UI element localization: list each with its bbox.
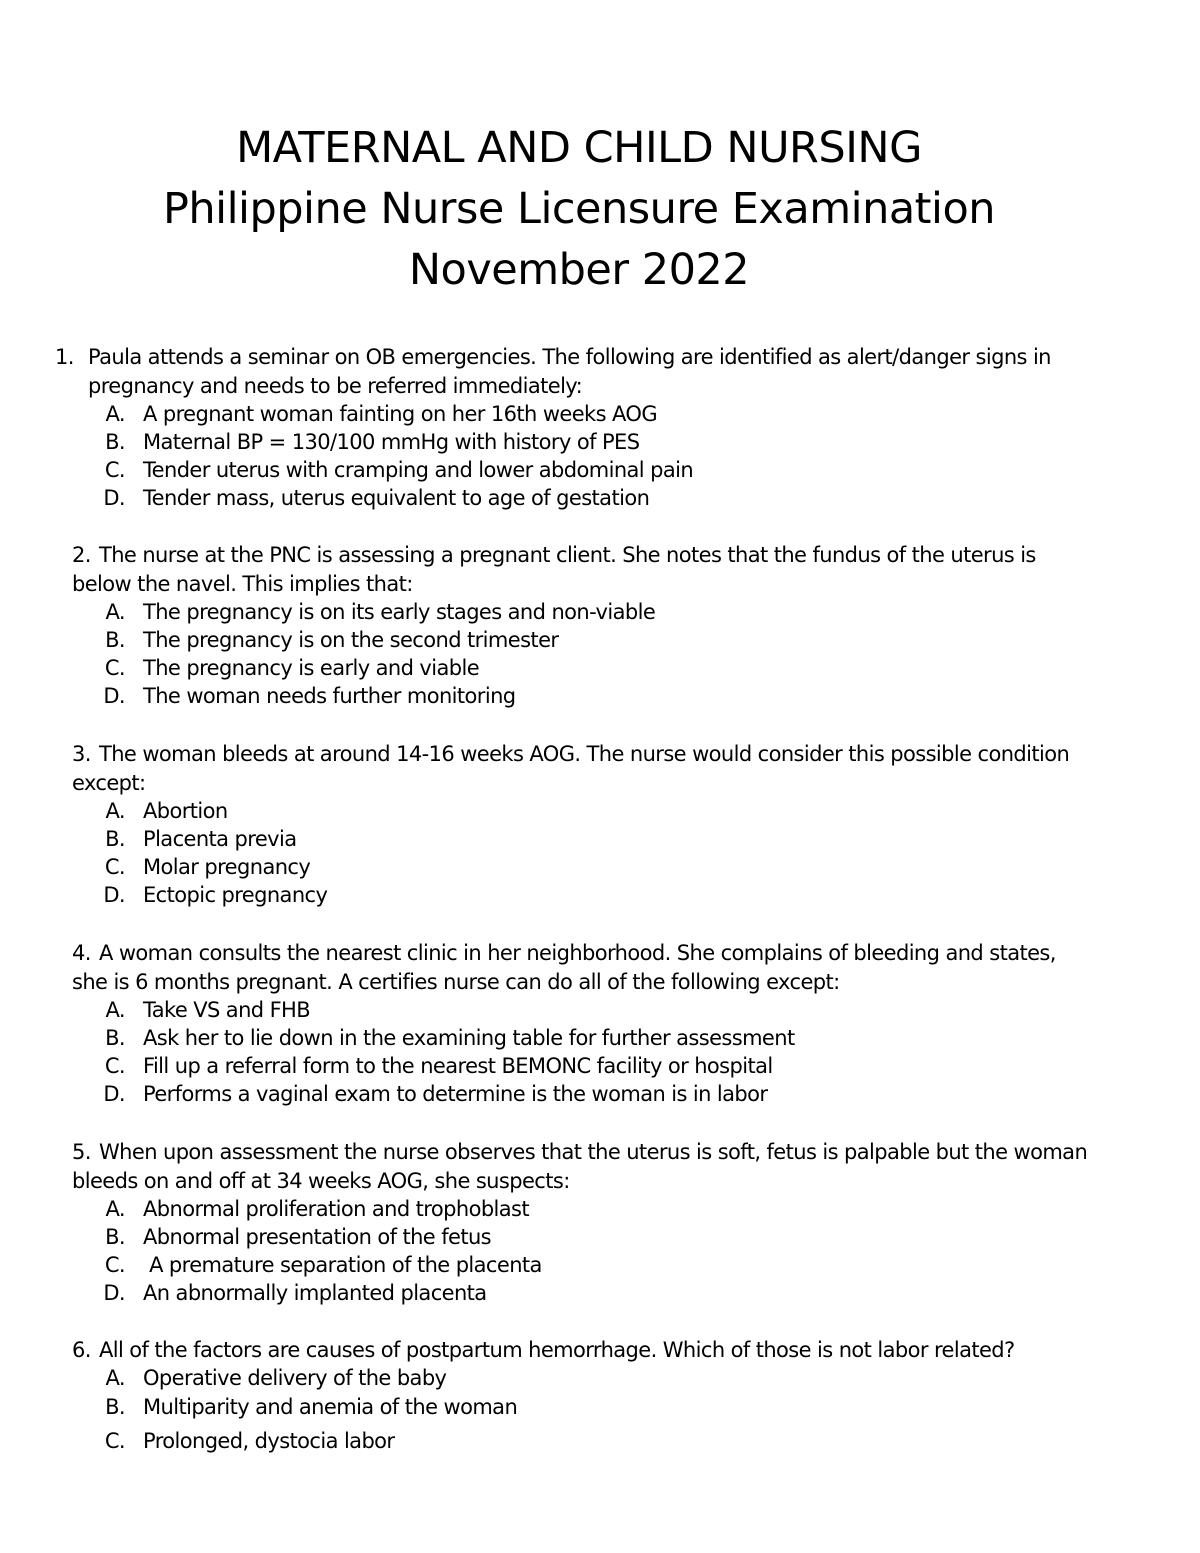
option-text: The pregnancy is on its early stages and non-viable bbox=[143, 600, 656, 624]
option-text: Prolonged, dystocia labor bbox=[143, 1429, 395, 1453]
option-letter: A. bbox=[105, 1366, 125, 1390]
question-4 bbox=[0, 941, 1200, 1111]
option-text: Abortion bbox=[143, 799, 228, 823]
question-stem-line: Paula attends a seminar on OB emergencies. The following are identified as alert/danger signs in bbox=[88, 345, 1051, 369]
option-letter: A. bbox=[105, 600, 125, 624]
option-letter: C. bbox=[104, 1429, 125, 1453]
option-text: Ask her to lie down in the examining table for further assessment bbox=[143, 1026, 795, 1050]
option-text: A premature separation of the placenta bbox=[143, 1253, 542, 1277]
option-letter: B. bbox=[105, 1026, 125, 1050]
option-letter: C. bbox=[104, 1253, 125, 1277]
option-text: Placenta previa bbox=[143, 827, 297, 851]
question-stem-line: When upon assessment the nurse observes that the uterus is soft, fetus is palpable but the woman bbox=[99, 1140, 1088, 1164]
option-letter: D. bbox=[103, 883, 125, 907]
document-header bbox=[0, 118, 1158, 301]
option-text: An abnormally implanted placenta bbox=[143, 1281, 487, 1305]
option-text: Maternal BP = 130/100 mmHg with history of PES bbox=[143, 430, 640, 454]
option-letter: C. bbox=[104, 656, 125, 680]
question-stem-line: below the navel. This implies that: bbox=[72, 572, 413, 596]
document-title: MATERNAL AND CHILD NURSING bbox=[236, 123, 922, 173]
question-number: 4. bbox=[72, 941, 91, 965]
option-letter: B. bbox=[105, 1395, 125, 1419]
question-1 bbox=[0, 345, 1200, 515]
option-text: The pregnancy is early and viable bbox=[143, 656, 480, 680]
question-number: 5. bbox=[72, 1140, 91, 1164]
option-text: Fill up a referral form to the nearest BEMONC facility or hospital bbox=[143, 1054, 773, 1078]
option-text: Ectopic pregnancy bbox=[143, 883, 328, 907]
option-text: Abnormal proliferation and trophoblast bbox=[143, 1197, 530, 1221]
option-letter: B. bbox=[105, 628, 125, 652]
option-letter: D. bbox=[103, 1082, 125, 1106]
option-letter: C. bbox=[104, 855, 125, 879]
option-text: Tender mass, uterus equivalent to age of gestation bbox=[143, 486, 650, 510]
option-letter: B. bbox=[105, 1225, 125, 1249]
option-letter: D. bbox=[103, 486, 125, 510]
question-5 bbox=[0, 1140, 1200, 1310]
question-stem-line: A woman consults the nearest clinic in her neighborhood. She complains of bleeding and states, bbox=[99, 941, 1056, 965]
option-text: Abnormal presentation of the fetus bbox=[143, 1225, 492, 1249]
option-text: A pregnant woman fainting on her 16th weeks AOG bbox=[143, 402, 658, 426]
question-stem-line: she is 6 months pregnant. A certifies nurse can do all of the following except: bbox=[72, 970, 840, 994]
option-text: Performs a vaginal exam to determine is the woman is in labor bbox=[143, 1082, 768, 1106]
question-stem-line: bleeds on and off at 34 weeks AOG, she suspects: bbox=[72, 1169, 570, 1193]
option-letter: B. bbox=[105, 430, 125, 454]
question-number: 6. bbox=[72, 1338, 91, 1362]
question-6 bbox=[0, 1338, 1200, 1468]
option-text: Multiparity and anemia of the woman bbox=[143, 1395, 518, 1419]
option-letter: C. bbox=[104, 458, 125, 482]
option-text: Tender uterus with cramping and lower abdominal pain bbox=[143, 458, 694, 482]
question-stem-line: The woman bleeds at around 14-16 weeks AOG. The nurse would consider this possible condition bbox=[99, 742, 1070, 766]
option-letter: A. bbox=[105, 1197, 125, 1221]
question-stem-line: except: bbox=[72, 771, 146, 795]
option-text: Molar pregnancy bbox=[143, 855, 311, 879]
question-number: 1. bbox=[55, 345, 74, 369]
document-subtitle: Philippine Nurse Licensure Examination bbox=[162, 184, 996, 234]
option-letter: B. bbox=[105, 827, 125, 851]
option-text: The pregnancy is on the second trimester bbox=[143, 628, 559, 652]
option-letter: C. bbox=[104, 1054, 125, 1078]
question-2 bbox=[0, 543, 1200, 713]
question-number: 2. bbox=[72, 543, 91, 567]
question-number: 3. bbox=[72, 742, 91, 766]
exam-date: November 2022 bbox=[408, 245, 750, 295]
option-letter: A. bbox=[105, 799, 125, 823]
question-3 bbox=[0, 742, 1200, 912]
question-stem-line: The nurse at the PNC is assessing a pregnant client. She notes that the fundus of the uterus is bbox=[99, 543, 1036, 567]
option-letter: D. bbox=[103, 1281, 125, 1305]
option-letter: A. bbox=[105, 998, 125, 1022]
question-stem-line: All of the factors are causes of postpartum hemorrhage. Which of those is not labor related? bbox=[99, 1338, 1015, 1362]
option-letter: D. bbox=[103, 684, 125, 708]
question-stem-line: pregnancy and needs to be referred immediately: bbox=[88, 374, 583, 398]
option-text: Take VS and FHB bbox=[143, 998, 311, 1022]
option-text: The woman needs further monitoring bbox=[143, 684, 516, 708]
option-letter: A. bbox=[105, 402, 125, 426]
option-text: Operative delivery of the baby bbox=[143, 1366, 447, 1390]
